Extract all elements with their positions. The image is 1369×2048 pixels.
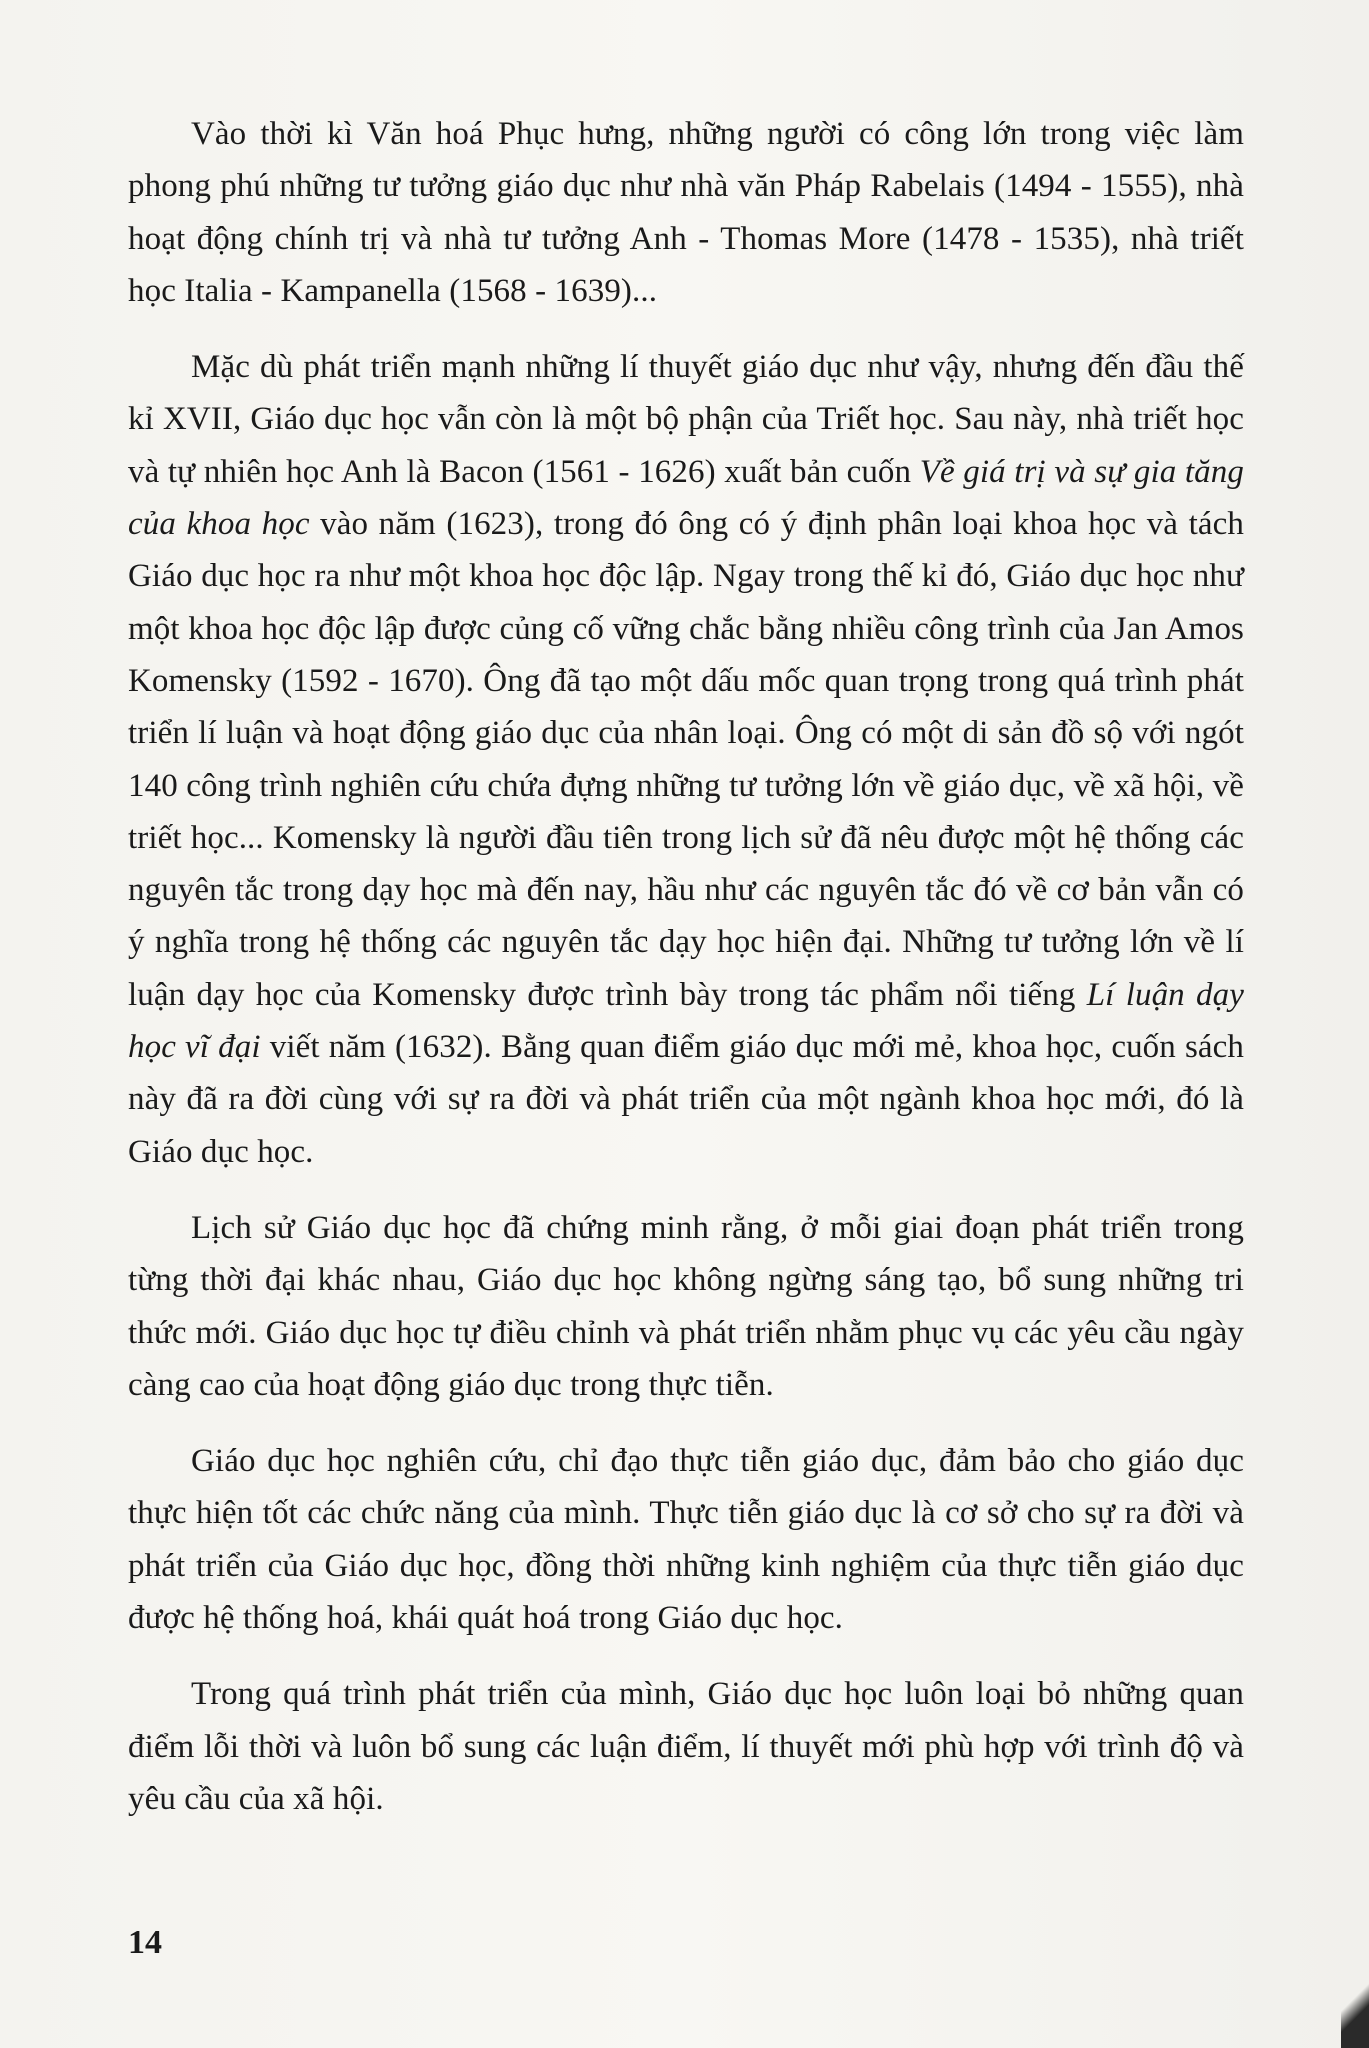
paragraph-practice: Giáo dục học nghiên cứu, chỉ đạo thực tiễn giáo dục, đảm bảo cho giáo dục thực hiện tốt các chức năng của mình. Thực tiễn giáo dục là cơ sở cho sự ra đời và phát triển của Giáo dục học, đồng thời những kinh nghiệm của thực tiễn giáo dục được hệ thống hoá, khái quát hoá trong Giáo dục học. (128, 1443, 1244, 1637)
paragraph-renaissance: Vào thời kì Văn hoá Phục hưng, những người có công lớn trong việc làm phong phú những tư tưởng giáo dục như nhà văn Pháp Rabelais (1494 - 1555), nhà hoạt động chính trị và nhà tư tưởng Anh - Thomas More (1478 - 1535), nhà triết học Italia - Kampanella (1568 - 1639)... (128, 116, 1244, 309)
paragraph-komensky: Mặc dù phát triển mạnh những lí thuyết giáo dục như vậy, nhưng đến đầu thế kỉ XVII, Giáo dục học vẫn còn là một bộ phận của Triết học. Sau này, nhà triết học và tự nhiên học Anh là Bacon (1561 - 1626) xuất bản cuốn Về giá trị và sự gia tăng của khoa học vào năm (1623), trong đó ông có ý định phân loại khoa học và tách Giáo dục học ra như một khoa học độc lập. Ngay trong thế kỉ đó, Giáo dục học như một khoa học độc lập được củng cố vững chắc bằng nhiều công trình của Jan Amos Komensky (1592 - 1670). Ông đã tạo một dấu mốc quan trọng trong quá trình phát triển lí luận và hoạt động giáo dục của nhân loại. Ông có một di sản đồ sộ với ngót 140 công trình nghiên cứu chứa đựng những tư tưởng lớn về giáo dục, về xã hội, về triết học... Komensky là người đầu tiên trong lịch sử đã nêu được một hệ thống các nguyên tắc trong dạy học mà đến nay, hầu như các nguyên tắc đó về cơ bản vẫn có ý nghĩa trong hệ thống các nguyên tắc dạy học hiện đại. Những tư tưởng lớn về lí luận dạy học của Komensky được trình bày trong tác phẩm nổi tiếng Lí luận dạy học vĩ đại viết năm (1632). Bằng quan điểm giáo dục mới mẻ, khoa học, cuốn sách này đã ra đời cùng với sự ra đời và phát triển của một ngành khoa học mới, đó là Giáo dục học. (128, 349, 1244, 1170)
book-title-komensky: Lí luận dạy học vĩ đại (128, 976, 1244, 1066)
book-title-bacon: Về giá trị và sự gia tăng của khoa học (128, 453, 1244, 543)
body-text (128, 108, 1244, 1849)
paragraph-development: Trong quá trình phát triển của mình, Giáo dục học luôn loại bỏ những quan điểm lỗi thời và luôn bổ sung các luận điểm, lí thuyết mới phù hợp với trình độ và yêu cầu của xã hội. (128, 1676, 1244, 1817)
page-number: 14 (128, 1924, 162, 1961)
paragraph-history: Lịch sử Giáo dục học đã chứng minh rằng, ở mỗi giai đoạn phát triển trong từng thời đại khác nhau, Giáo dục học không ngừng sáng tạo, bổ sung những tri thức mới. Giáo dục học tự điều chỉnh và phát triển nhằm phục vụ các yêu cầu ngày càng cao của hoạt động giáo dục trong thực tiễn. (128, 1209, 1244, 1403)
page-corner-shadow (1341, 1968, 1369, 2048)
